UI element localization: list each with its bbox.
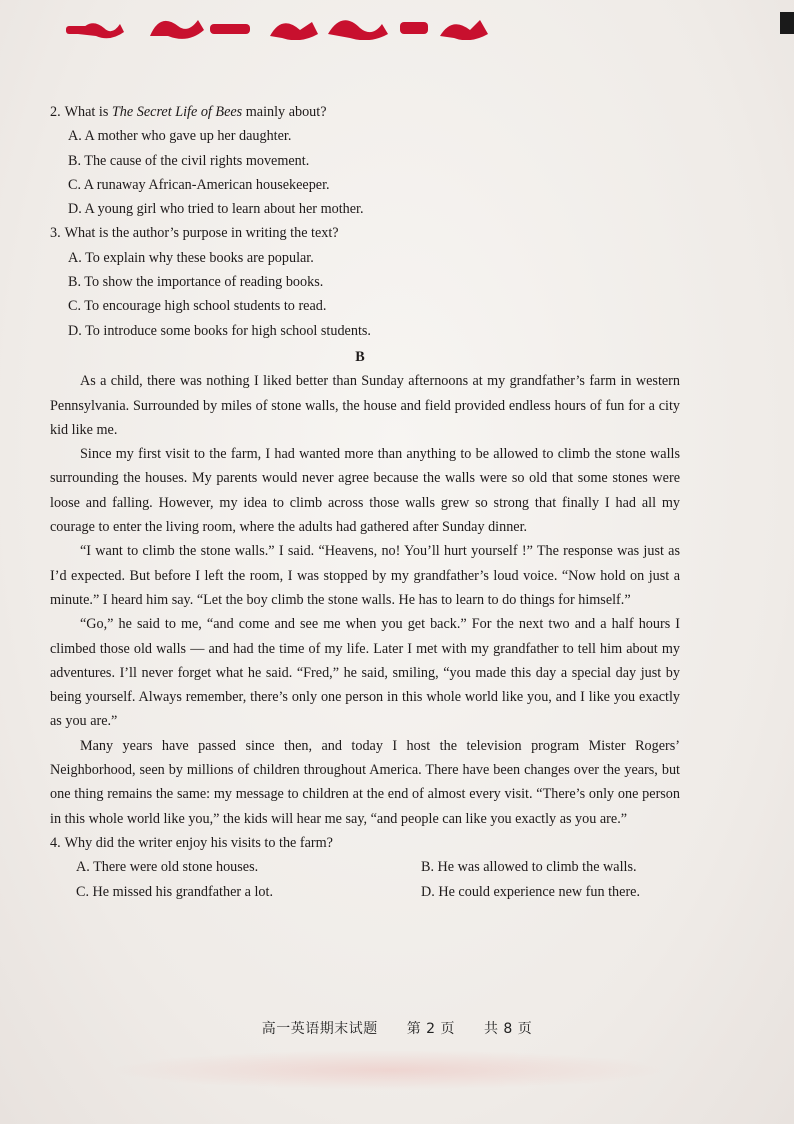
question-3-stem (50, 221, 680, 245)
question-4-stem (50, 831, 680, 855)
stem-text: Why did the writer enjoy his visits to the farm? (64, 834, 333, 851)
question-2 (50, 100, 680, 221)
stem-text: What is (64, 104, 112, 120)
question-3-option-c: C. To encourage high school students to read. (68, 298, 327, 315)
question-2-option-b: B. The cause of the civil rights movement. (68, 152, 310, 169)
passage-b (50, 369, 680, 831)
book-title: The Secret Life of Bees (111, 104, 243, 120)
question-2-stem (50, 100, 680, 124)
paper-smudge (110, 1050, 670, 1090)
question-4-option-b: B. He was allowed to climb the walls. (421, 859, 637, 876)
question-number: 3. (50, 225, 61, 242)
corner-registration-mark (780, 12, 794, 34)
page-footer (0, 1018, 794, 1038)
question-4-option-a: A. There were old stone houses. (76, 859, 259, 876)
passage-paragraph: As a child, there was nothing I liked better than Sunday afternoons at my grandfather’s farm in western Pennsylvania. Surrounded by miles of stone walls, the house and field provided endless hours of fun for a city kid like me. (50, 373, 680, 438)
stem-text: What is the author’s purpose in writing the text? (64, 225, 339, 242)
question-3-option-d: D. To introduce some books for high school students. (68, 322, 371, 339)
question-2-option-d: D. A young girl who tried to learn about her mother. (68, 201, 364, 218)
section-label: B (355, 348, 365, 365)
exam-content (50, 100, 680, 904)
question-3 (50, 221, 680, 342)
stem-text: mainly about? (242, 104, 327, 120)
total-pages: 共 8 页 (483, 1021, 533, 1037)
question-2-option-a: A. A mother who gave up her daughter. (68, 128, 292, 145)
question-3-option-b: B. To show the importance of reading books. (68, 274, 324, 291)
passage-paragraph: “I want to climb the stone walls.” I said. “Heavens, no! You’ll hurt yourself !” The response was just as I’d expected. But before I left the room, I was stopped by my grandfather’s loud voice. “Now hold on just a minute.” I heard him say. “Let the boy climb the stone walls. He has to learn to do things for himself.” (50, 543, 680, 608)
page-number: 第 2 页 (406, 1021, 455, 1037)
red-header-stamp (60, 6, 520, 40)
passage-paragraph: Many years have passed since then, and today I host the television program Mister Rogers’ Neighborhood, seen by millions of children throughout America. There have been changes over the years, but one thing remains the same: my message to children at the end of almost every visit. “There’s only one person in this whole world like you,” the kids will hear me say, “and people can like you exactly as you are.” (50, 737, 680, 827)
question-4-option-d: D. He could experience new fun there. (421, 883, 641, 900)
passage-paragraph: Since my first visit to the farm, I had wanted more than anything to be allowed to climb the stone walls surrounding the houses. My parents would never agree because the walls were so old that some stones were loose and falling. However, my idea to climb across those walls grew so strong that finally I had all my courage to enter the living room, where the adults had gathered after Sunday dinner. (50, 446, 680, 536)
question-number: 2. (50, 104, 61, 120)
passage-paragraph: “Go,” he said to me, “and come and see me when you get back.” For the next two and a half hours I climbed those old walls — and had the time of my life. Later I met with my grandfather to tell him about my adventures. I’ll never forget what he said. “Fred,” he said, smiling, “you made this day a special day just by being yourself. Always remember, there’s only one person in this whole world like you, and I like you exactly as you are.” (50, 616, 680, 730)
question-4-option-c: C. He missed his grandfather a lot. (76, 883, 274, 900)
question-number: 4. (50, 834, 61, 851)
exam-title: 高一英语期末试题 (261, 1021, 378, 1037)
question-3-option-a: A. To explain why these books are popular. (68, 249, 314, 266)
question-4 (50, 831, 680, 904)
question-2-option-c: C. A runaway African-American housekeeper. (68, 176, 330, 193)
question-4-options (50, 855, 680, 904)
